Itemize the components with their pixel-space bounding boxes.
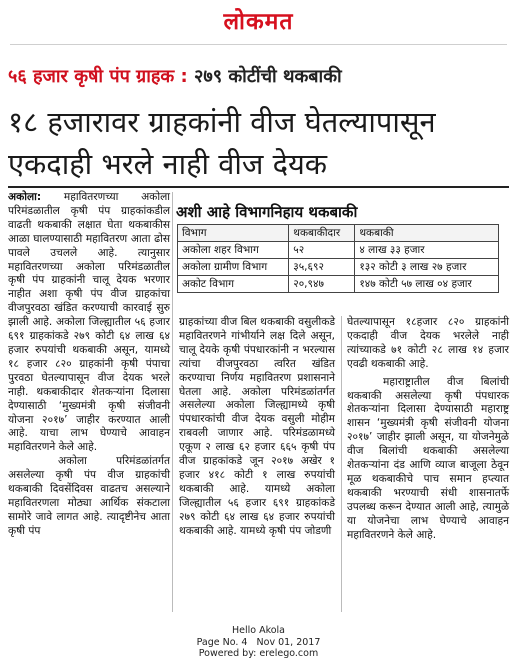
table-cell: १३२ कोटी ३ लाख २७ हजार: [355, 259, 499, 276]
table-cell: ४ लाख ३३ हजार: [355, 242, 499, 259]
table-header-cell: थकबाकीदार: [289, 225, 355, 242]
left-para-2: अकोला परिमंडळांतर्गत असलेल्या कृषी पंप वीज ग्राहकांची थकबाकी दिवसेंदिवस वाढतच असल्याने महावितरणला मोठ्या आर्थिक संकटाला सामोरे जावे लागत आहे. त्यादृष्टीनेच आता कृषी पंप: [8, 455, 170, 537]
article-column-middle: [179, 316, 335, 539]
headline-rule: [8, 186, 509, 188]
right-para-2: महाराष्ट्रातील वीज बिलांची थकबाकी असलेल्या कृषी पंपधारक शेतकऱ्यांना दिलासा देण्यासाठी महाराष्ट्र शासन ‘मुख्यमंत्री कृषी संजीवनी योजना २०१७’ जाहीर झाली असून, या योजनेमुळे वीज बिलांची थकबाकी असलेल्या शेतकऱ्यांना दंड आणि व्याज बाजूला ठेवून मूळ थकबाकीचे पाच समान हप्त्यात थकबाकी भरण्याची संधी शासनातर्फे उपलब्ध करून देण्यात आली आहे, त्यामुळे या योजनेचा लाभ घेण्याचे आवाहन महावितरणने केले आहे.: [347, 375, 509, 541]
table-cell: अकोला ग्रामीण विभाग: [178, 259, 289, 276]
left-para-1: [8, 191, 170, 455]
table-cell: ३५,६९२: [289, 259, 355, 276]
article-column-left: [8, 191, 170, 539]
table-row: [178, 242, 499, 259]
table-header-row: [178, 225, 499, 242]
kicker-dark: २७९ कोटींची थकबाकी: [194, 66, 342, 87]
article-column-right: [347, 316, 509, 543]
table-header-cell: थकबाकी: [355, 225, 499, 242]
table-cell: १४७ कोटी ५७ लाख ०४ हजार: [355, 276, 499, 293]
kicker-red: ५६ हजार कृषी पंप ग्राहक :: [8, 66, 188, 87]
kicker-line: [8, 66, 509, 88]
dateline: अकोला:: [8, 191, 42, 203]
masthead-divider: [10, 44, 507, 45]
table-header-cell: विभाग: [178, 225, 289, 242]
division-dues-table: [177, 224, 499, 293]
footer-source: Hello Akola: [231, 625, 286, 636]
table-row: [178, 259, 499, 276]
middle-para-1: ग्राहकांच्या वीज बिल थकबाकी वसुलीकडे महावितरणने गांभीर्याने लक्ष दिले असून, चालू देयके कृषी पंपधारकांनी न भरल्यास त्यांचा वीजपुरवठा त्वरित खंडित करण्याचा निर्णय महावितरण प्रशासनाने घेतला आहे. अकोला परिमंडळांतर्गत असलेल्या अकोला जिल्ह्यामध्ये कृषी पंपधारकांची वीज देयक वसुली मोहीम राबवली जाणार आहे. परिमंडळामध्ये एकूण २ लाख ६२ हजार ६६५ कृषी पंप वीज ग्राहकांकडे जून २०१७ अखेर १ हजार ४१८ कोटी १ लाख रुपयांची थकबाकी आहे. यामध्ये अकोला जिल्ह्यातील ५६ हजार ६९१ ग्राहकांकडे २७९ कोटी ६४ लाख ६४ हजार रुपयांची थकबाकी आहे. यामध्ये कृषी पंप जोडणी: [179, 316, 335, 537]
headline: [8, 101, 513, 185]
footer-powered-by: Powered by: erelego.com: [198, 648, 319, 659]
table-row: [178, 276, 499, 293]
table-cell: ५२: [289, 242, 355, 259]
page-footer: [0, 625, 517, 660]
table-cell: अकोला शहर विभाग: [178, 242, 289, 259]
left-para-1-text: महावितरणच्या अकोला परिमंडळातील कृषी पंप ग्राहकांकडील वाढती थकबाकी लक्षात घेता थकबाकीस आळा घालण्यासाठी महावितरण आता ढोस पावले उचलले आहे. त्यानुसार महावितरणच्या अकोला परिमंडळातील कृषी पंप ग्राहकांनी चालू देयक भरणार नाहीत अशा कृषी पंप वीज ग्राहकांचा वीजपुरवठा खंडित करण्याची कारवाई सुरु झाली आहे. अकोला जिल्ह्यातील ५६ हजार ६९१ ग्राहकांकडे २७९ कोटी ६४ लाख ६४ हजार रुपयांची थकबाकी असून, यामध्ये १८ हजार ८२० ग्राहकांनी कृषी पंपाचा पुरवठा घेतल्यापासून वीज देयक भरले नाही. थकबाकीदार शेतकऱ्यांना दिलासा देण्यासाठी ‘मुख्यमंत्री कृषी संजीवनी योजना २०१७’ जाहीर करण्यात आली आहे. याचा लाभ घेण्याचे आवाहन महावितरणने केले आहे.: [8, 191, 170, 454]
column-separator-2: [341, 316, 342, 612]
headline-line-1: १८ हजारावर ग्राहकांनी वीज घेतल्यापासून: [8, 105, 436, 139]
table-cell: २०,९४७: [289, 276, 355, 293]
right-para-1: घेतल्यापासून १८हजार ८२० ग्राहकांनी एकदाही वीज देयक भरलेले नाही त्यांच्याकडे ७१ कोटी २८ लाख १४ हजार एवढी थकबाकी आहे.: [347, 316, 509, 370]
footer-page-date: Page No. 4 Nov 01, 2017: [196, 636, 321, 648]
masthead: [0, 4, 517, 38]
masthead-logo: लोकमत: [223, 9, 294, 35]
headline-line-2: एकदाही भरले नाही वीज देयक: [8, 147, 328, 181]
column-separator-1: [172, 192, 173, 612]
table-title: अशी आहे विभागनिहाय थकबाकी: [176, 203, 358, 221]
table-cell: अकोट विभाग: [178, 276, 289, 293]
